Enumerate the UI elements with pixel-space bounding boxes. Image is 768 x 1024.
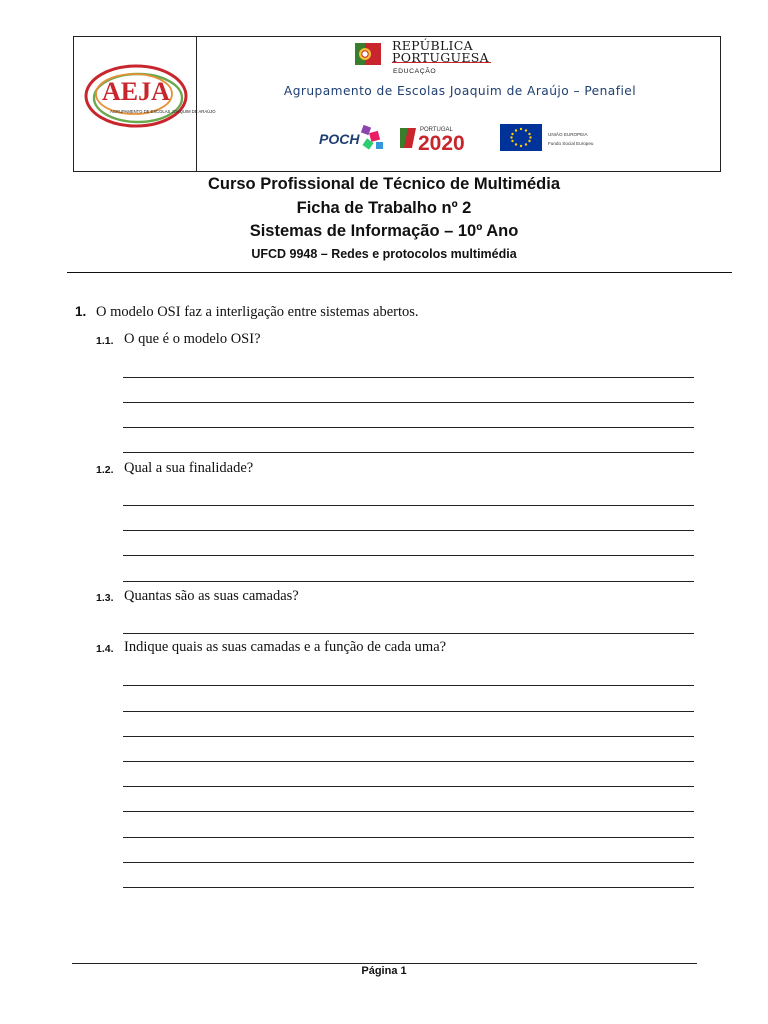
portugal-label: PORTUGAL [420, 127, 453, 133]
school-logo-caption: AGRUPAMENTO DE ESCOLAS JOAQUIM DE ARAÚJO [110, 109, 216, 114]
answer-line[interactable] [123, 530, 694, 531]
p2020-number: 2020 [418, 132, 465, 155]
answer-line[interactable] [123, 402, 694, 403]
republica-line2: PORTUGUESA [392, 50, 489, 65]
answer-line[interactable] [123, 811, 694, 812]
question-text: O modelo OSI faz a interligação entre sistemas abertos. [96, 304, 419, 320]
subject-title: Sistemas de Informação – 10º Ano [249, 222, 519, 240]
answer-line[interactable] [123, 377, 694, 378]
page-number: Página 1 [361, 965, 407, 977]
republica-sub: EDUCAÇÃO [393, 68, 437, 75]
republica-emblem [355, 43, 381, 65]
subquestion-text: Indique quais as suas camadas e a função de cada uma? [124, 639, 447, 655]
republica-divider [392, 62, 491, 63]
answer-line[interactable] [123, 581, 694, 582]
answer-line[interactable] [123, 452, 694, 453]
subquestion-text: Qual a sua finalidade? [124, 460, 254, 476]
poch-logo [318, 122, 388, 154]
ufcd-title: UFCD 9948 – Redes e protocolos multimédia [251, 247, 517, 261]
answer-line[interactable] [123, 887, 694, 888]
question-number: 1. [75, 304, 87, 319]
eu-line2: Fundo Social Europeu [548, 141, 594, 146]
worksheet-title: Ficha de Trabalho nº 2 [296, 199, 472, 217]
answer-line[interactable] [123, 685, 694, 686]
poch-text: POCH [319, 131, 360, 147]
answer-line[interactable] [123, 505, 694, 506]
school-logo [80, 56, 216, 140]
footer-divider [72, 963, 697, 964]
eu-line1: UNIÃO EUROPEIA [548, 132, 588, 137]
republica-text [392, 40, 489, 78]
republica-line1: REPÚBLICA [392, 38, 473, 53]
answer-line[interactable] [123, 555, 694, 556]
answer-line[interactable] [123, 761, 694, 762]
answer-line[interactable] [123, 786, 694, 787]
eu-flag-icon [500, 124, 542, 151]
answer-line[interactable] [123, 837, 694, 838]
subquestion-number: 1.4. [96, 643, 114, 655]
subquestion-number: 1.1. [96, 335, 114, 347]
title-divider [67, 272, 732, 273]
answer-line[interactable] [123, 711, 694, 712]
course-title: Curso Profissional de Técnico de Multimédia [207, 175, 561, 193]
school-name: Agrupamento de Escolas Joaquim de Araújo – Penafiel [283, 84, 637, 98]
answer-line[interactable] [123, 427, 694, 428]
subquestion-text: Quantas são as suas camadas? [124, 588, 299, 604]
answer-line[interactable] [123, 862, 694, 863]
answer-line[interactable] [123, 633, 694, 634]
subquestion-text: O que é o modelo OSI? [124, 331, 261, 347]
school-logo-letters: AEJA [102, 77, 170, 106]
answer-line[interactable] [123, 736, 694, 737]
eu-text [548, 130, 593, 148]
portugal-2020-logo [398, 122, 488, 155]
subquestion-number: 1.2. [96, 464, 114, 476]
header-divider [196, 36, 197, 172]
subquestion-number: 1.3. [96, 592, 114, 604]
